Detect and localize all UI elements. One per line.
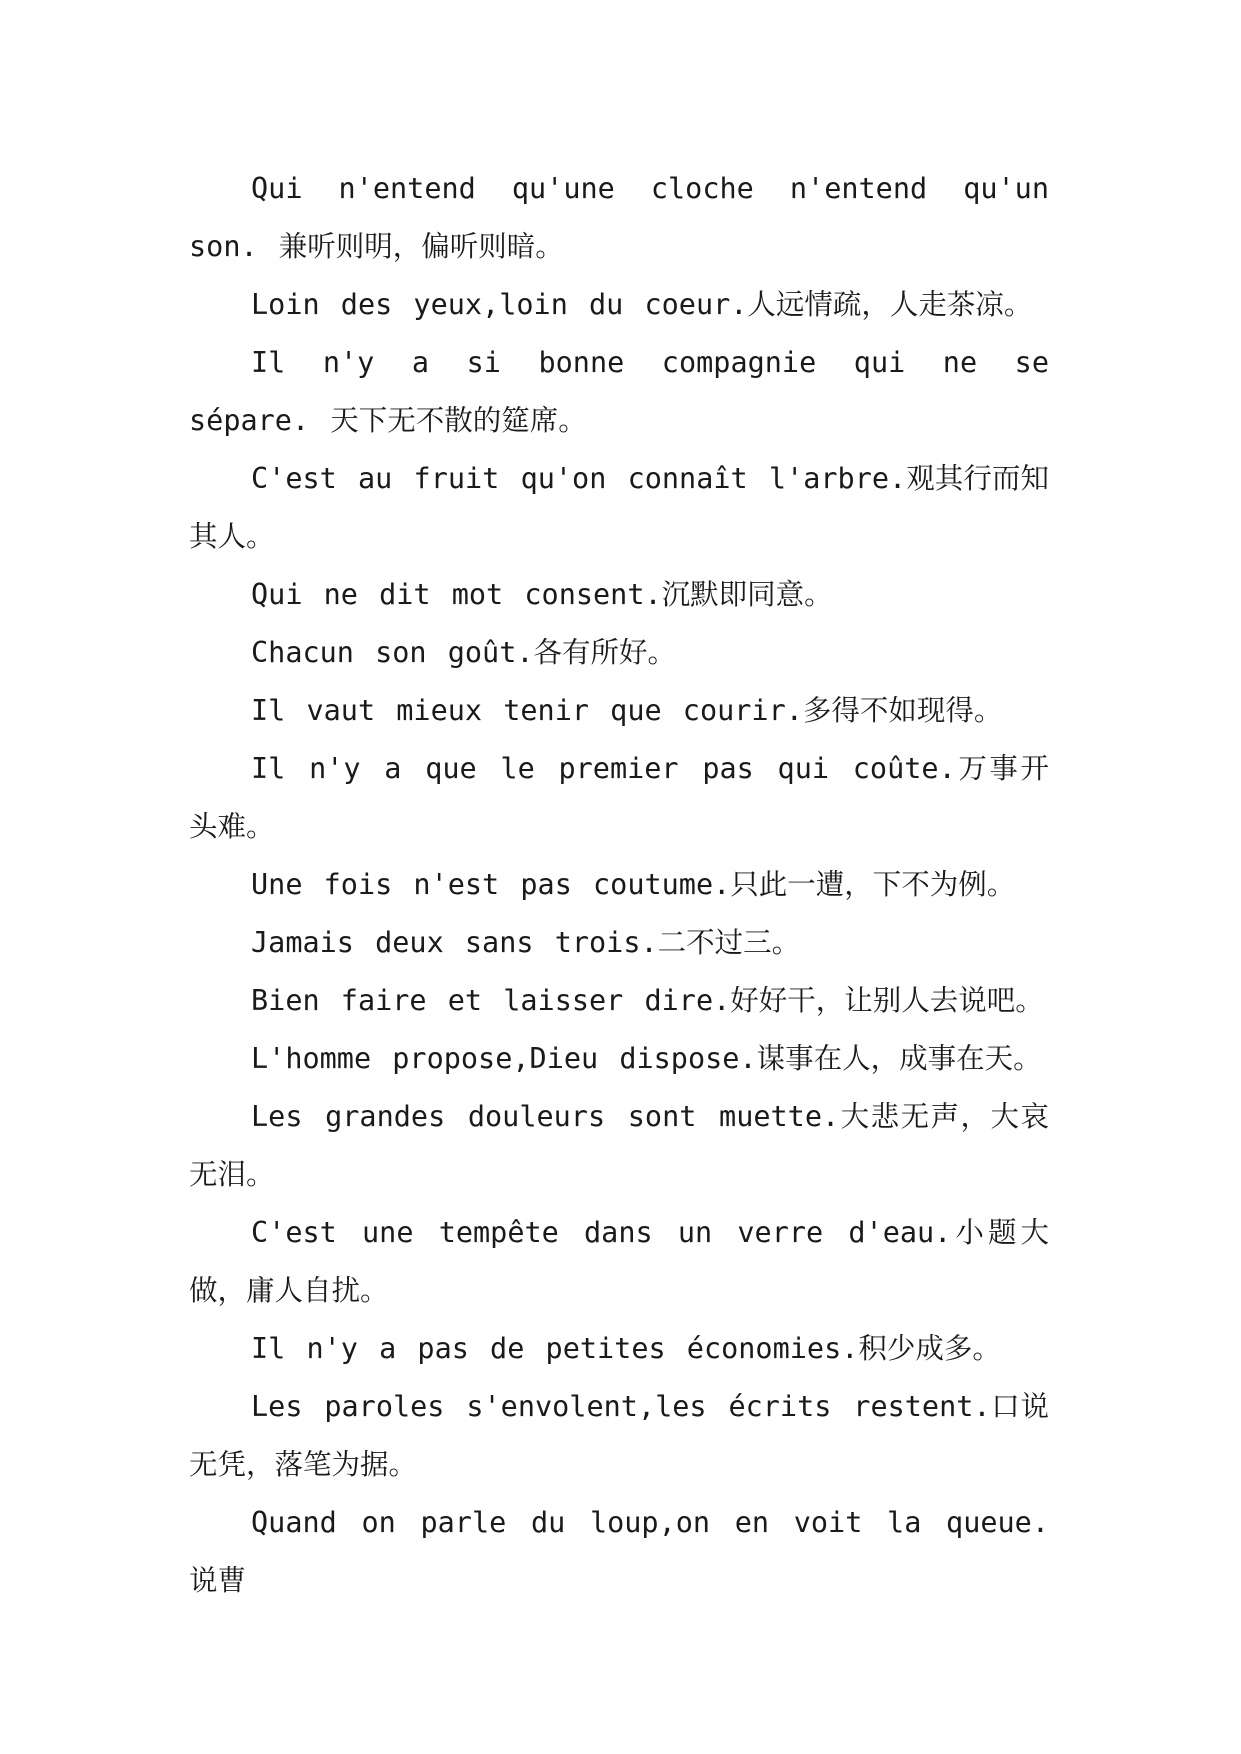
proverb-paragraph: Quand on parle du loup,on en voit la queue.说曹 (189, 1506, 1049, 1597)
document-body (189, 160, 1049, 1610)
proverb-paragraph: Jamais deux sans trois.二不过三。 (251, 926, 801, 959)
proverb-paragraph: Les grandes douleurs sont muette.大悲无声，大哀无泪。 (189, 1100, 1049, 1191)
proverb-paragraph: Qui ne dit mot consent.沉默即同意。 (251, 578, 833, 611)
proverb-paragraph: Il vaut mieux tenir que courir.多得不如现得。 (251, 694, 1003, 727)
proverb-paragraph: Chacun son goût.各有所好。 (251, 636, 677, 669)
proverb-paragraph: Les paroles s'envolent,les écrits restent.口说无凭，落笔为据。 (189, 1390, 1049, 1481)
proverb-paragraph: Loin des yeux,loin du coeur.人远情疏，人走茶凉。 (251, 288, 1033, 321)
proverb-paragraph: Il n'y a que le premier pas qui coûte.万事开头难。 (189, 752, 1049, 843)
proverb-paragraph: Il n'y a si bonne compagnie qui ne se sépare. 天下无不散的筵席。 (189, 346, 1049, 437)
proverb-paragraph: Bien faire et laisser dire.好好干，让别人去说吧。 (251, 984, 1044, 1017)
proverb-paragraph: C'est une tempête dans un verre d'eau.小题大做，庸人自扰。 (189, 1216, 1049, 1307)
proverb-paragraph: C'est au fruit qu'on connaît l'arbre.观其行而知其人。 (189, 462, 1049, 553)
proverb-paragraph: Une fois n'est pas coutume.只此一遭，下不为例。 (251, 868, 1016, 901)
proverb-paragraph: Qui n'entend qu'une cloche n'entend qu'un son. 兼听则明，偏听则暗。 (189, 172, 1049, 263)
proverb-paragraph: Il n'y a pas de petites économies.积少成多。 (251, 1332, 1001, 1365)
proverb-paragraph: L'homme propose,Dieu dispose.谋事在人，成事在天。 (251, 1042, 1042, 1075)
